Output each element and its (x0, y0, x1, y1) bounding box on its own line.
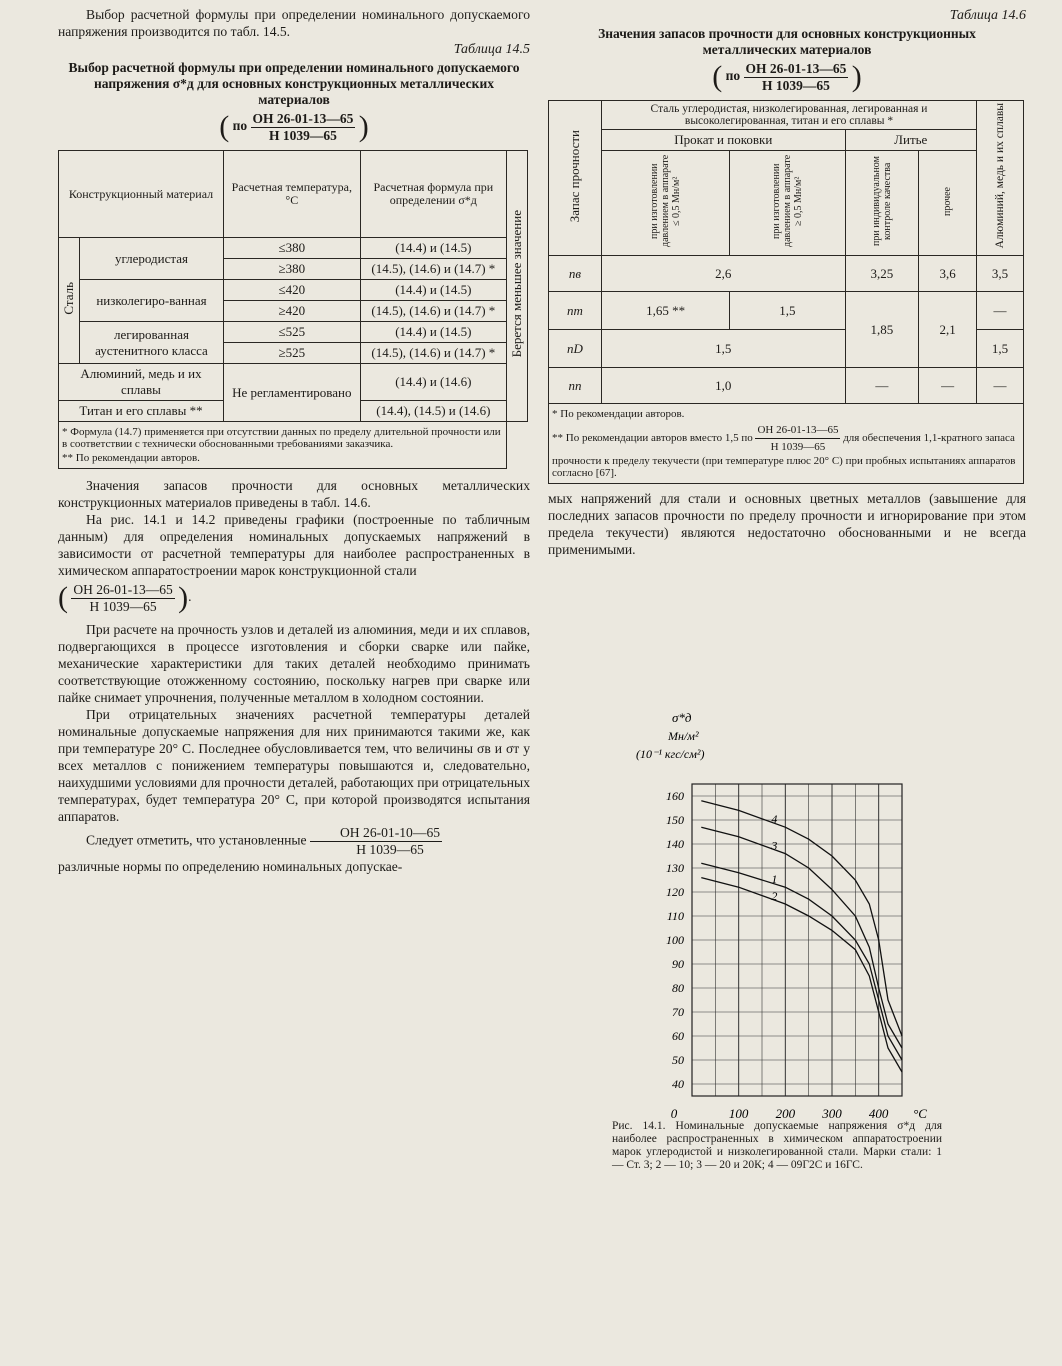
x-tick-label: 300 (822, 1106, 842, 1121)
figure-14-1 (608, 704, 948, 1124)
y-tick-label: 90 (672, 957, 684, 971)
y-axis-unit-alt: (10⁻¹ кгс/см²) (636, 747, 705, 761)
table-row: ≥380 (14.5), (14.6) и (14.7) * (59, 259, 528, 280)
col-header-formula: Расчетная формула при определении σ*д (360, 151, 506, 238)
norm-reference: ( по $\frac{ОН 26-01-13—65}{Н 1039—65}$ ) (219, 110, 369, 143)
series-label-4: 4 (771, 812, 778, 827)
series-label-2: 2 (771, 889, 778, 903)
table-row: nв 2,6 3,25 3,6 3,5 (549, 256, 1024, 292)
series-label-1: 1 (771, 872, 778, 887)
y-tick-label: 140 (666, 837, 684, 851)
figure-caption: Рис. 14.1. Номинальные допускаемые напряжения σ*д для наиболее распространенных в химическом аппаратостроении марок углеродистой и низколегированной стали. Марки стали: 1 — Ст. 3; 2 — 10; 3 — 20 и 20К; 4 — 09Г2С и 16ГС. (612, 1120, 942, 1171)
paragraph-6: различные нормы по определению номинальных допускае- (58, 859, 403, 874)
table-row: низколегиро-ванная ≤420 (14.4) и (14.5) (59, 280, 528, 301)
col-header-material: Конструкционный материал (59, 151, 224, 238)
y-tick-label: 110 (666, 909, 684, 923)
table-row: nт 1,65 ** 1,5 1,85 2,1 — (549, 292, 1024, 330)
right-column (548, 6, 1026, 558)
paragraph-4: При отрицательных значениях расчетной температуры деталей номинальные допускаемые напряжения для них принимаются такими же, как при температуре 20° С. Последнее обусловливается тем, что величины σв и σт у всех металлов с понижением температуры повышаются и, следовательно, наихудшими условиями для прочности деталей, работающих при отрицательных температурах, будет температура 20° С, при которой производятся испытания аппаратов. (58, 707, 530, 824)
left-column (58, 6, 530, 875)
paragraph-1: Значения запасов прочности для основных металлических конструкционных материалов приведены в табл. 14.6. (58, 478, 530, 510)
norm-reference-2: ( по $\frac{ОН 26-01-13—65}{Н 1039—65}$ ) (712, 60, 862, 93)
table-row: nD 1,5 1,5 (549, 330, 1024, 368)
table-row: nп 1,0 — — — (549, 368, 1024, 404)
paragraph-2: На рис. 14.1 и 14.2 приведены графики (построенные по табличным данным) для определения номинальных допускаемых напряжений в зависимости от расчетной температуры для наиболее распространенных в химическом аппаратостроении марок конструкционной стали (58, 512, 530, 578)
series-line-3 (701, 827, 902, 1048)
y-tick-label: 50 (672, 1053, 684, 1067)
intro-paragraph: Выбор расчетной формулы при определении номинального допускаемого напряжения производится по табл. 14.5. (58, 7, 530, 39)
series-label-3: 3 (771, 838, 778, 853)
paragraph-5: Следует отметить, что установленные $\frac{ОН 26-01-10—65}{Н 1039—65}$ (86, 825, 441, 857)
y-tick-label: 120 (666, 885, 684, 899)
y-tick-label: 70 (672, 1005, 684, 1019)
table-14-6: Запас прочности Сталь углеродистая, низколегированная, легированная и высоколегированная, титан и его сплавы * Алюминий, медь и их сплавы Прокат и поковки Литье при изготовлении давлением в аппарате ≤ 0,5 Мн/м² при изготовлении давлением в аппарате ≥ 0,5 Мн/м² при индивидуальном контроле качества прочее nв 2,6 3,25 3,6 3,5 nт 1,65 ** 1,5 1,85 2,1 — nD 1,5 1,5 nп 1,0 — — — * По рекомендации авторов. ** По рекомендации авторов вместо 1,5 по $\frac{ОН 26-01-13—65}{Н 1039—65}$ для обеспечения 1,1-кратного запаса прочности к пределу текучести (при температуре плюс 20° С) при пробных испытаниях аппаратов согласно [67]. (548, 100, 1024, 484)
series-line-4 (701, 801, 902, 1036)
table-14-6-footnotes: * По рекомендации авторов. ** По рекомендации авторов вместо 1,5 по $\frac{ОН 26-01-13—65}{Н 1039—65}$ для обеспечения 1,1-кратного запаса прочности к пределу текучести (при температуре плюс 20° С) при пробных испытаниях аппаратов согласно [67]. (549, 404, 1024, 484)
table-14-5-label: Таблица 14.5 (453, 42, 530, 57)
paragraph-3: При расчете на прочность узлов и деталей из алюминия, меди и их сплавов, подвергающихся в процессе изготовления и сборки сварке или пайке, механические характеристики для таких деталей необходимо принимать соответствующие отожженному состоянию, поскольку нагрев при сварке или пайке снимает упрочнения, полученные металлом в холодном состоянии. (58, 622, 530, 705)
y-tick-label: 60 (672, 1029, 684, 1043)
table-14-5-title: Выбор расчетной формулы при определении номинального допускаемого напряжения σ*д для основных конструкционных металлических материалов (68, 60, 520, 107)
table-14-6-title: Значения запасов прочности для основных конструкционных металлических материалов (598, 26, 976, 57)
steel-label: Сталь (61, 282, 76, 315)
norm-fraction: $\frac{ОН 26-01-13—65}{Н 1039—65}$ (252, 110, 354, 143)
side-note-cell (507, 151, 528, 422)
y-tick-label: 160 (666, 789, 684, 803)
table-footnotes: * Формула (14.7) применяется при отсутствии данных по пределу длительной прочности или в соответствии с технически обоснованными требованиями заказчика. ** По рекомендации авторов. (59, 422, 507, 469)
chart-svg (608, 704, 948, 1124)
table-row: ≥525 (14.5), (14.6) и (14.7) * (59, 343, 528, 364)
y-tick-label: 100 (666, 933, 684, 947)
alum-header: Алюминий, медь и их сплавы (994, 103, 1006, 249)
side-note: Берется меньшее значение (509, 210, 524, 358)
table-row: Алюминий, медь и их сплавы Не регламентировано (14.4) и (14.6) (59, 364, 528, 401)
x-tick-label: 100 (728, 1106, 749, 1121)
x-tick-label: 200 (775, 1106, 796, 1121)
table-row: ≥420 (14.5), (14.6) и (14.7) * (59, 301, 528, 322)
table-row: легированная аустенитного класса ≤525 (14.4) и (14.5) (59, 322, 528, 343)
y-tick-label: 150 (666, 813, 684, 827)
y-tick-label: 80 (672, 981, 684, 995)
x-tick-label: °C (913, 1106, 927, 1121)
prokat-header: Прокат и поковки (602, 130, 846, 151)
litye-header: Литье (845, 130, 977, 151)
right-paragraph-1: мых напряжений для стали и основных цветных металлов (завышение для последних запасов прочности по пределу прочности и игнорирование при этом предела текучести) являются недостаточно обоснованными и не всегда применимыми. (548, 491, 1026, 557)
series-line-1 (701, 863, 902, 1060)
table-14-5 (58, 150, 528, 469)
y-axis-label: σ*д (672, 710, 692, 725)
table-14-6-label: Таблица 14.6 (949, 8, 1026, 23)
y-tick-label: 130 (666, 861, 684, 875)
steel-header: Сталь углеродистая, низколегированная, легированная и высоколегированная, титан и его сплавы * (602, 101, 977, 130)
col-header-temp: Расчетная температура, °С (223, 151, 360, 238)
y-tick-label: 40 (672, 1077, 684, 1091)
x-tick-label: 400 (868, 1106, 889, 1121)
table-row: Титан и его сплавы ** (14.4), (14.5) и (14.6) (59, 401, 528, 422)
inline-norm: ( $\frac{ОН 26-01-13—65}{Н 1039—65}$ ). (58, 581, 192, 614)
y-axis-unit: Мн/м² (668, 729, 699, 743)
table-row: Сталь углеродистая ≤380 (14.4) и (14.5) (59, 238, 528, 259)
x-tick-label: 0 (670, 1106, 678, 1121)
zapas-header: Запас прочности (567, 129, 582, 223)
